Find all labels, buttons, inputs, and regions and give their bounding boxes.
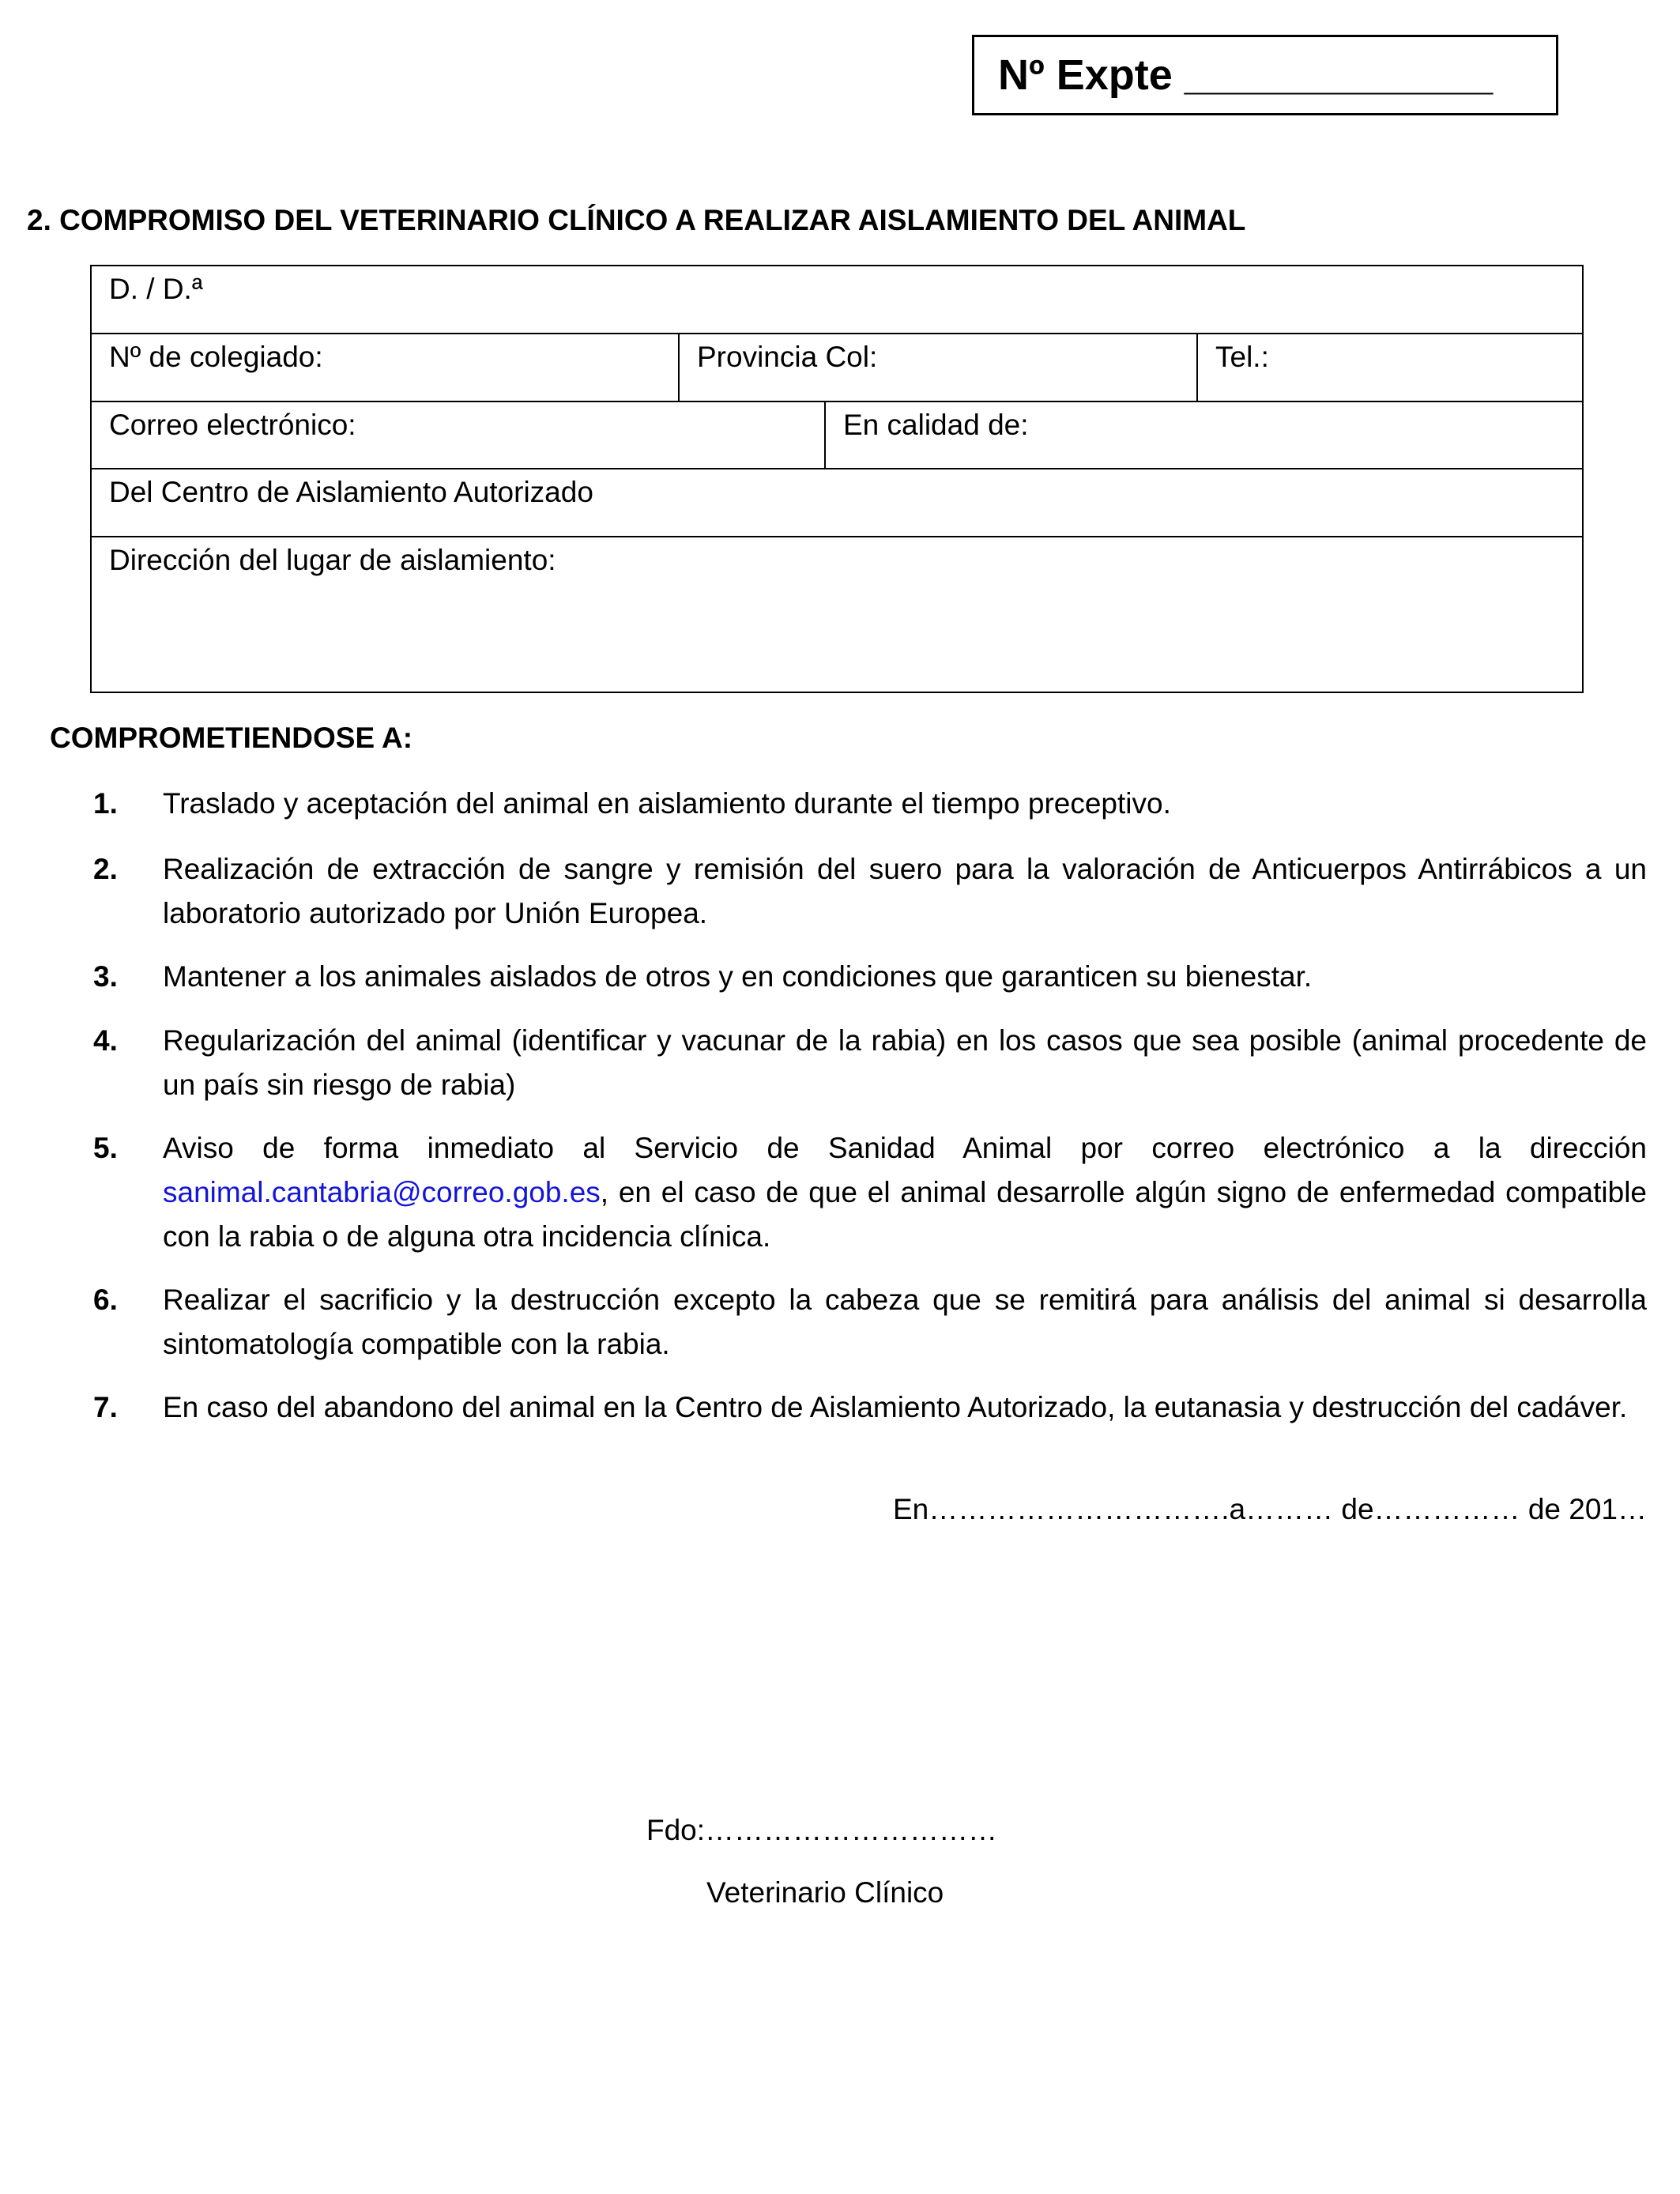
item-number: 1.: [93, 787, 118, 820]
provincia-field[interactable]: [678, 334, 1196, 401]
date-line: En………………………….a……… de…………… de 201…: [893, 1493, 1647, 1525]
name-label: D. / D.ª: [109, 273, 203, 305]
expediente-box: [972, 35, 1558, 115]
email-field[interactable]: [92, 402, 824, 468]
colegiado-field[interactable]: [92, 334, 678, 401]
centro-field[interactable]: [92, 469, 1582, 536]
item-text-before: Aviso de forma inmediato al Servicio de Sanidad Animal por correo electrónico a la dirección: [163, 1132, 1647, 1164]
colegiado-label: Nº de colegiado:: [109, 341, 323, 373]
commitment-item: [93, 1019, 1647, 1107]
vet-form-table: [90, 265, 1584, 693]
signature-line: Fdo:…………………………: [646, 1814, 998, 1846]
item-number: 3.: [93, 960, 118, 993]
item-text: Mantener a los animales aislados de otros y en condiciones que garanticen su bienestar.: [163, 960, 1313, 993]
form-row-name: [92, 266, 1582, 334]
item-number: 4.: [93, 1024, 118, 1057]
commitment-item: [93, 1126, 1647, 1259]
commitment-item: [93, 1278, 1647, 1367]
direccion-label: Dirección del lugar de aislamiento:: [109, 544, 556, 576]
item-text: Traslado y aceptación del animal en aislamiento durante el tiempo preceptivo.: [163, 787, 1171, 820]
expediente-label: Nº Expte _____________: [998, 51, 1494, 99]
item-number: 2.: [93, 853, 118, 885]
calidad-label: En calidad de:: [843, 409, 1029, 441]
item-text: En caso del abandono del animal en la Centro de Aislamiento Autorizado, la eutanasia y destrucción del cadáver.: [163, 1391, 1628, 1423]
commitment-item: [93, 782, 1647, 826]
item-text: Realización de extracción de sangre y remisión del suero para la valoración de Anticuerpos Antirrábicos a un laboratorio autorizado por Unión Europea.: [163, 853, 1647, 929]
item-number: 7.: [93, 1391, 118, 1423]
commitment-item: [93, 955, 1647, 999]
tel-field[interactable]: [1196, 334, 1582, 401]
item-text: [163, 1126, 1647, 1259]
direccion-field[interactable]: [92, 537, 1582, 692]
commitment-item: [93, 847, 1647, 936]
signature-role: Veterinario Clínico: [706, 1876, 944, 1909]
commitment-item: [93, 1385, 1647, 1430]
commitments-title: COMPROMETIENDOSE A:: [50, 722, 413, 754]
form-row-email: [92, 402, 1582, 469]
calidad-field[interactable]: [824, 402, 1582, 468]
provincia-label: Provincia Col:: [697, 341, 878, 373]
item-number: 6.: [93, 1284, 118, 1316]
item-number: 5.: [93, 1132, 118, 1164]
section-title: 2. COMPROMISO DEL VETERINARIO CLÍNICO A REALIZAR AISLAMIENTO DEL ANIMAL: [27, 204, 1246, 236]
email-link[interactable]: sanimal.cantabria@correo.gob.es: [163, 1176, 601, 1208]
item-text-after: , en el caso de que el animal desarrolle algún signo de enfermedad compatible con la rabia o de alguna otra incidencia clínica.: [163, 1176, 1647, 1253]
email-label: Correo electrónico:: [109, 409, 356, 441]
item-text: Realizar el sacrificio y la destrucción excepto la cabeza que se remitirá para análisis del animal si desarrolla sintomatología compatible con la rabia.: [163, 1284, 1647, 1360]
form-row-colegiado: [92, 334, 1582, 402]
item-text: Regularización del animal (identificar y vacunar de la rabia) en los casos que sea posible (animal procedente de un país sin riesgo de rabia): [163, 1024, 1647, 1101]
name-field[interactable]: [92, 266, 1582, 333]
form-row-centro: [92, 469, 1582, 537]
form-row-direccion: [92, 537, 1582, 692]
tel-label: Tel.:: [1215, 341, 1269, 373]
centro-label: Del Centro de Aislamiento Autorizado: [109, 476, 593, 508]
